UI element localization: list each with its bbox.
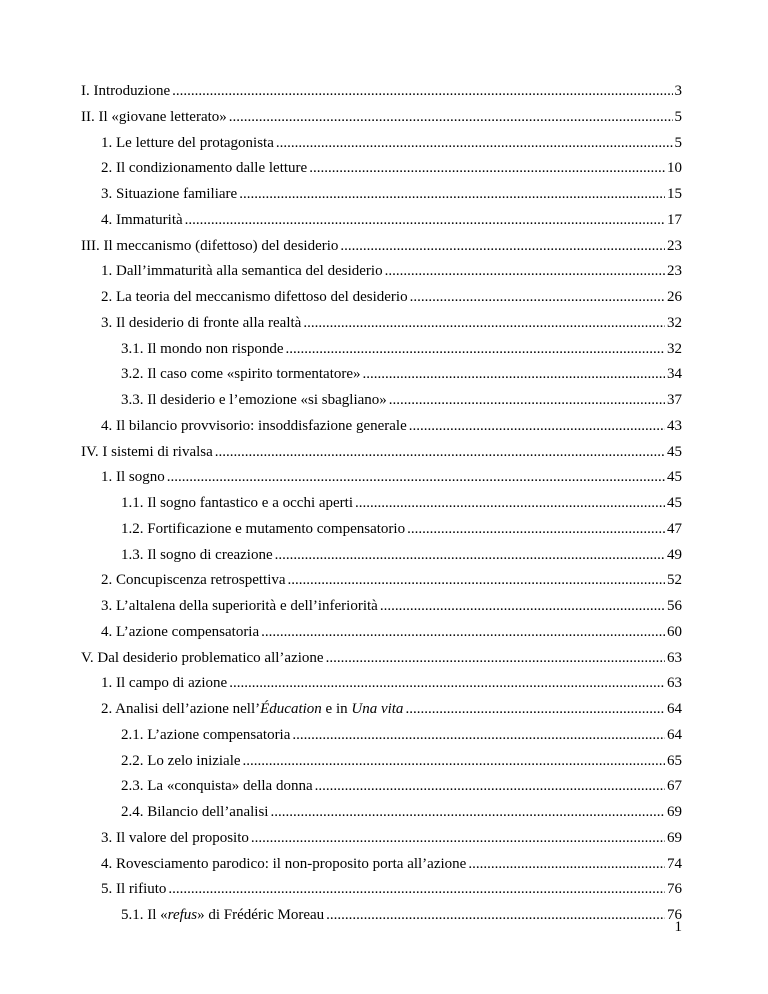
toc-entry-title xyxy=(81,82,170,100)
toc-title-segment: » di Frédéric Moreau xyxy=(197,907,325,923)
toc-title-segment: I. Introduzione xyxy=(81,83,171,99)
toc-title-segment: IV. I sistemi di rivalsa xyxy=(81,443,213,460)
toc-entry-title xyxy=(101,468,165,486)
toc-entry-title xyxy=(101,417,407,435)
toc-page-number: 45 xyxy=(667,443,682,460)
toc-dot-leader xyxy=(243,752,665,770)
toc-page-number: 23 xyxy=(667,237,682,254)
toc-dot-leader xyxy=(229,108,673,126)
toc-dot-leader xyxy=(303,314,665,332)
toc-page-number: 23 xyxy=(667,263,682,280)
toc-page-number: 45 xyxy=(667,469,682,486)
toc-entry-title xyxy=(121,906,324,924)
toc-title-segment: 1. Dall’immaturità alla semantica del desiderio xyxy=(101,263,383,280)
toc-dot-leader xyxy=(251,829,665,847)
toc-page-number: 74 xyxy=(667,855,682,872)
toc-page-number: 17 xyxy=(667,211,682,228)
toc-title-segment: 3.2. Il caso come «spirito tormentatore» xyxy=(121,366,361,383)
toc-entry-title xyxy=(101,855,466,873)
toc-entry-title xyxy=(101,185,237,203)
toc-page-number: 64 xyxy=(667,726,682,743)
toc-entry-title xyxy=(101,700,403,718)
toc-title-segment: e in xyxy=(321,701,352,717)
toc-page-number: 32 xyxy=(667,314,682,331)
toc-page-number: 34 xyxy=(667,366,682,383)
toc-title-segment: 1. Il sogno xyxy=(101,469,165,486)
toc-entry-title xyxy=(81,443,213,461)
toc-entry-title xyxy=(81,237,338,255)
toc-dot-leader xyxy=(239,185,665,203)
toc-dot-leader xyxy=(167,468,665,486)
toc-dot-leader xyxy=(276,134,673,152)
toc-title-segment: 1.3. Il sogno di creazione xyxy=(121,546,273,563)
toc-title-segment: 2. Concupiscenza retrospettiva xyxy=(101,572,286,589)
toc-page-number: 32 xyxy=(667,340,682,357)
toc-page-number: 37 xyxy=(667,392,682,408)
toc-title-segment: 2. Il condizionamento dalle letture xyxy=(101,160,308,177)
toc-page-number: 67 xyxy=(667,778,682,795)
toc-entry[interactable] xyxy=(101,314,682,332)
toc-dot-leader xyxy=(409,417,665,435)
toc-dot-leader xyxy=(315,777,665,795)
toc-entry[interactable] xyxy=(101,159,682,177)
toc-entry-title xyxy=(121,777,313,795)
toc-page-number: 69 xyxy=(667,804,682,820)
toc-entry-title xyxy=(121,365,361,383)
toc-dot-leader xyxy=(326,906,665,924)
toc-title-segment: 3.3. Il desiderio e l’emozione «si sbagliano» xyxy=(121,392,387,408)
toc-page-number: 3 xyxy=(674,83,682,99)
toc-entry[interactable] xyxy=(121,494,682,512)
toc-dot-leader xyxy=(292,726,665,744)
toc-dot-leader xyxy=(363,365,665,383)
toc-page-number: 5 xyxy=(674,134,682,151)
toc-entry[interactable] xyxy=(101,623,682,641)
toc-dot-leader xyxy=(309,159,665,177)
toc-entry[interactable] xyxy=(121,803,682,821)
toc-entry-title xyxy=(121,752,241,770)
toc-page-number: 69 xyxy=(667,829,682,846)
toc-page-number: 63 xyxy=(667,649,682,666)
toc-entry[interactable] xyxy=(101,829,682,847)
toc-dot-leader xyxy=(172,82,672,100)
toc-entry-title xyxy=(101,134,274,152)
toc-page-number: 65 xyxy=(667,752,682,769)
toc-dot-leader xyxy=(288,571,665,589)
toc-title-segment: 1. Il campo di azione xyxy=(101,675,228,692)
toc-page-number: 52 xyxy=(667,572,682,589)
toc-dot-leader xyxy=(270,803,665,821)
toc-dot-leader xyxy=(410,288,665,306)
toc-entry[interactable] xyxy=(121,726,682,744)
toc-dot-leader xyxy=(407,520,665,538)
toc-title-segment: V. Dal desiderio problematico all’azione xyxy=(81,649,324,666)
toc-entry[interactable] xyxy=(101,134,682,152)
toc-title-segment: 3. Situazione familiare xyxy=(101,186,238,202)
toc-title-segment: Éducation xyxy=(260,701,322,717)
toc-entry[interactable] xyxy=(101,468,682,486)
toc-entry-title xyxy=(121,391,387,409)
toc-dot-leader xyxy=(326,649,665,667)
toc-entry[interactable] xyxy=(81,108,682,126)
toc-entry[interactable] xyxy=(121,391,682,409)
toc-entry-title xyxy=(81,649,324,667)
toc-entry[interactable] xyxy=(101,262,682,280)
toc-title-segment: 2.1. L’azione compensatoria xyxy=(121,726,291,743)
toc-entry[interactable] xyxy=(101,571,682,589)
toc-title-segment: refus xyxy=(167,907,198,923)
page-number: 1 xyxy=(674,919,682,935)
toc-entry[interactable] xyxy=(121,546,682,564)
toc-entry-title xyxy=(101,597,378,615)
toc-entry-title xyxy=(101,288,408,306)
toc-entry[interactable] xyxy=(101,855,682,873)
toc-entry-title xyxy=(121,803,268,821)
toc-page-number: 5 xyxy=(674,108,682,125)
toc-title-segment: 5. Il rifiuto xyxy=(101,881,167,898)
toc-entry[interactable] xyxy=(101,880,682,898)
toc-dot-leader xyxy=(261,623,665,641)
toc-dot-leader xyxy=(385,262,665,280)
toc-title-segment: 2. La teoria del meccanismo difettoso del desiderio xyxy=(101,289,408,305)
toc-entry[interactable] xyxy=(101,417,682,435)
toc-title-segment: 1. Le letture del protagonista xyxy=(101,134,274,151)
toc-dot-leader xyxy=(215,443,665,461)
toc-title-segment: 5.1. Il « xyxy=(121,907,168,923)
toc-entry-title xyxy=(121,340,284,358)
toc-dot-leader xyxy=(185,211,665,229)
toc-dot-leader xyxy=(286,340,666,358)
toc-entry[interactable] xyxy=(81,82,682,100)
toc-page-number: 15 xyxy=(667,186,682,202)
toc-dot-leader xyxy=(380,597,665,615)
toc-title-segment: 2.4. Bilancio dell’analisi xyxy=(121,804,269,820)
toc-page-number: 10 xyxy=(667,160,682,177)
toc-page-number: 76 xyxy=(667,881,682,898)
toc-entry-title xyxy=(101,211,183,229)
toc-dot-leader xyxy=(389,391,665,409)
toc-dot-leader xyxy=(229,674,665,692)
toc-entry-title xyxy=(121,546,273,564)
toc-title-segment: III. Il meccanismo (difettoso) del desiderio xyxy=(81,237,339,254)
toc-dot-leader xyxy=(275,546,665,564)
toc-entry[interactable] xyxy=(121,365,682,383)
toc-title-segment: 4. Immaturità xyxy=(101,211,183,228)
toc-entry-title xyxy=(121,726,290,744)
toc-title-segment: II. Il «giovane letterato» xyxy=(81,108,227,125)
toc-entry-title xyxy=(101,262,383,280)
toc-page-number: 49 xyxy=(667,546,682,563)
toc-entry-title xyxy=(101,623,259,641)
toc-dot-leader xyxy=(168,880,665,898)
toc-entry[interactable] xyxy=(121,752,682,770)
toc-entry[interactable] xyxy=(121,777,682,795)
toc-entry[interactable] xyxy=(81,443,682,461)
toc-title-segment: 1.2. Fortificazione e mutamento compensatorio xyxy=(121,520,406,537)
toc-dot-leader xyxy=(405,700,665,718)
toc-entry[interactable] xyxy=(81,649,682,667)
toc-dot-leader xyxy=(468,855,665,873)
toc-entry[interactable] xyxy=(101,674,682,692)
toc-title-segment: 2.2. Lo zelo iniziale xyxy=(121,752,241,769)
toc-entry-title xyxy=(101,159,307,177)
toc-title-segment: 3.1. Il mondo non risponde xyxy=(121,340,284,357)
toc-entry-title xyxy=(81,108,227,126)
toc-page-number: 60 xyxy=(667,623,682,640)
toc-page-number: 76 xyxy=(667,907,682,923)
toc-entry-title xyxy=(121,520,405,538)
toc-title-segment: 4. Il bilancio provvisorio: insoddisfazione generale xyxy=(101,417,407,434)
toc-dot-leader xyxy=(355,494,665,512)
toc-entry[interactable] xyxy=(101,185,682,203)
toc-entry-title xyxy=(121,494,353,512)
toc-page-number: 26 xyxy=(667,289,682,305)
toc-entry[interactable] xyxy=(101,700,682,718)
toc-title-segment: 1.1. Il sogno fantastico e a occhi aperti xyxy=(121,495,354,511)
toc-title-segment: 4. Rovesciamento parodico: il non-proposito porta all’azione xyxy=(101,855,467,872)
toc-entry-title xyxy=(101,829,249,847)
toc-title-segment: 3. L’altalena della superiorità e dell’inferiorità xyxy=(101,598,378,614)
toc-dot-leader xyxy=(340,237,665,255)
toc-title-segment: 2. Analisi dell’azione nell’ xyxy=(101,701,261,717)
toc-title-segment: 2.3. La «conquista» della donna xyxy=(121,778,313,795)
toc-entry[interactable] xyxy=(101,597,682,615)
toc-title-segment: 4. L’azione compensatoria xyxy=(101,623,260,640)
toc-entry[interactable] xyxy=(81,237,682,255)
toc-page-number: 43 xyxy=(667,417,682,434)
toc-page-number: 45 xyxy=(667,495,682,511)
toc-entry[interactable] xyxy=(101,211,682,229)
toc-entry[interactable] xyxy=(121,340,682,358)
toc-page-number: 63 xyxy=(667,675,682,692)
toc-title-segment: Una vita xyxy=(351,701,404,717)
toc-page-number: 56 xyxy=(667,598,682,614)
toc-entry[interactable] xyxy=(101,288,682,306)
toc-title-segment: 3. Il desiderio di fronte alla realtà xyxy=(101,314,302,331)
toc-entry[interactable] xyxy=(121,906,682,924)
toc-page-number: 47 xyxy=(667,520,682,537)
toc-page-number: 64 xyxy=(667,701,682,717)
toc-entry-title xyxy=(101,314,301,332)
toc-entry[interactable] xyxy=(121,520,682,538)
toc-entry-title xyxy=(101,674,227,692)
toc-entry-title xyxy=(101,880,166,898)
toc-title-segment: 3. Il valore del proposito xyxy=(101,829,249,846)
toc-entry-title xyxy=(101,571,286,589)
